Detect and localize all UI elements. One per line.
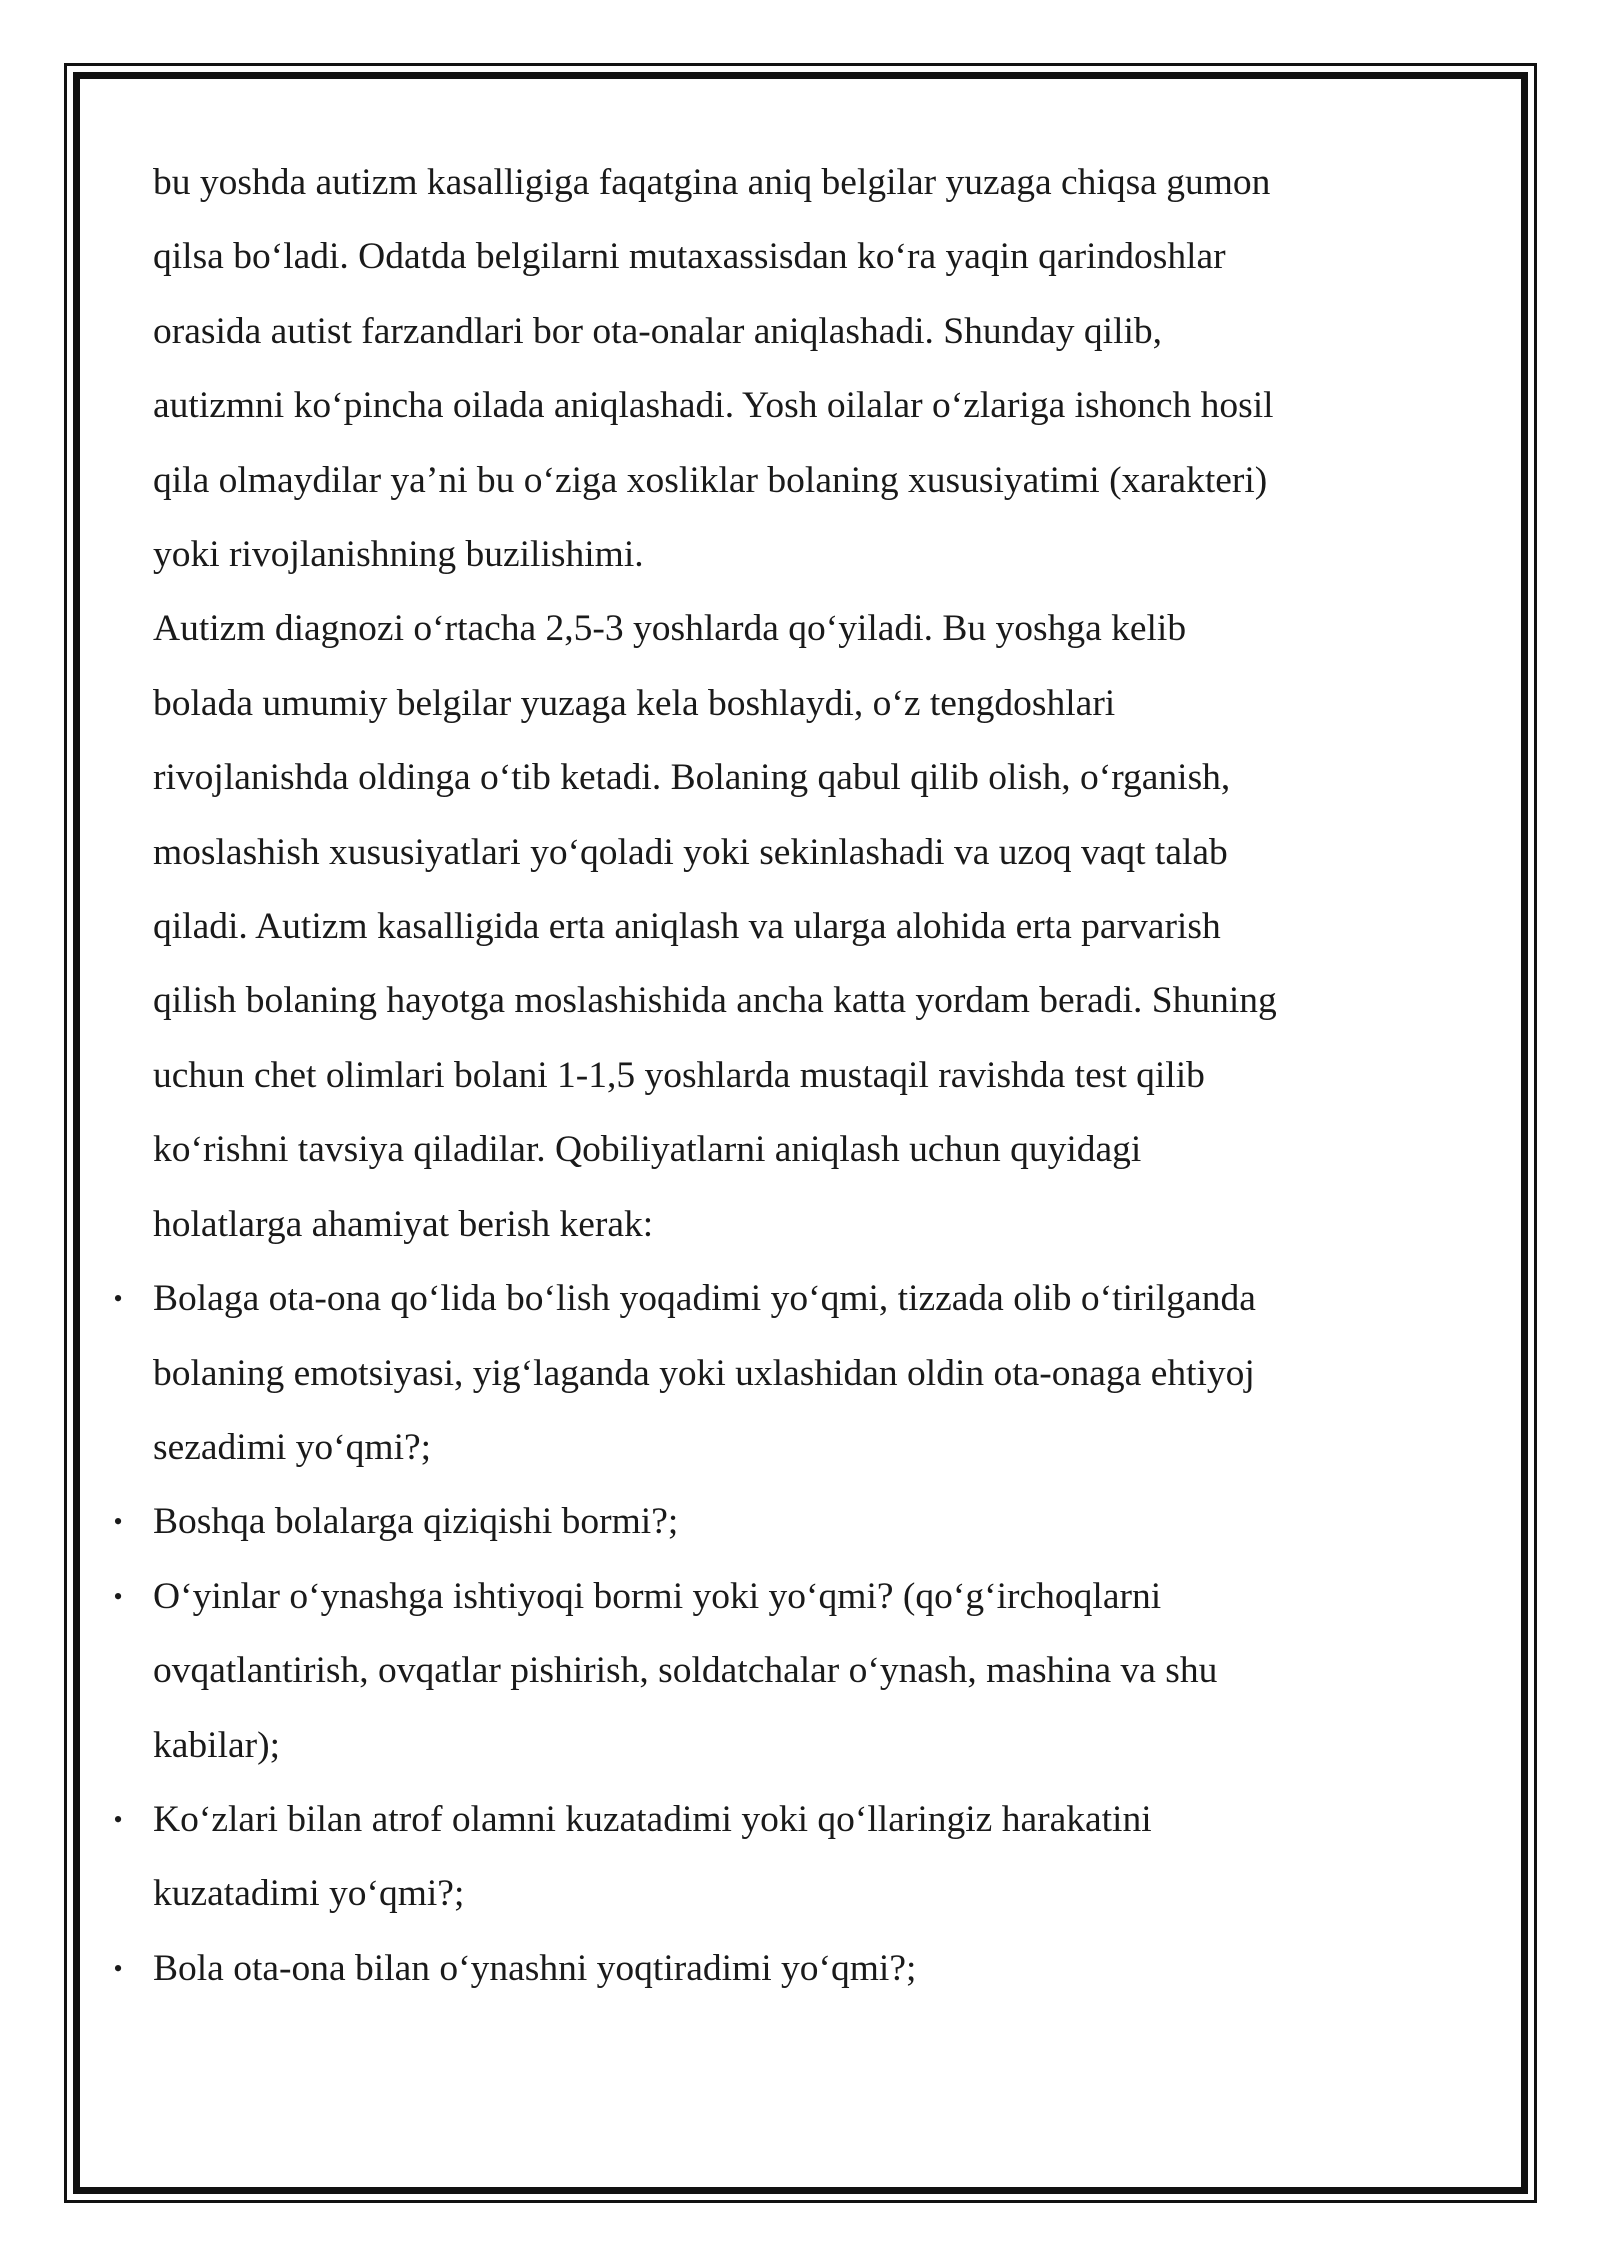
bullet-icon: • bbox=[113, 1507, 123, 1537]
text-line: Autizm diagnozi o‘rtacha 2,5-3 yoshlarda qo‘yiladi. Bu yoshga kelib bbox=[153, 608, 1187, 650]
list-item bbox=[113, 1485, 1473, 1559]
text-line: ovqatlantirish, ovqatlar pishirish, soldatchalar o‘ynash, mashina va shu bbox=[153, 1650, 1218, 1692]
text-line: rivojlanishda oldinga o‘tib ketadi. Bolaning qabul qilib olish, o‘rganish, bbox=[153, 757, 1231, 799]
text-line: Bola ota-ona bilan o‘ynashni yoqtiradimi yo‘qmi?; bbox=[153, 1947, 917, 1989]
bullet-icon: • bbox=[113, 1804, 123, 1834]
text-line: qila olmaydilar ya’ni bu o‘ziga xosliklar bolaning xususiyatimi (xarakteri) bbox=[153, 459, 1268, 501]
list-item bbox=[113, 1783, 1473, 1932]
text-line: bolaning emotsiyasi, yig‘laganda yoki uxlashidan oldin ota-onaga ehtiyoj bbox=[153, 1352, 1255, 1394]
text-line: qilish bolaning hayotga moslashishida ancha katta yordam beradi. Shuning bbox=[153, 980, 1277, 1022]
text-line: qilsa bo‘ladi. Odatda belgilarni mutaxassisdan ko‘ra yaqin qarindoshlar bbox=[153, 236, 1226, 278]
text-line: sezadimi yo‘qmi?; bbox=[153, 1426, 432, 1468]
text-line: bolada umumiy belgilar yuzaga kela boshlaydi, o‘z tengdoshlari bbox=[153, 682, 1116, 724]
text-line: Boshqa bolalarga qiziqishi bormi?; bbox=[153, 1501, 679, 1543]
text-line: autizmni ko‘pincha oilada aniqlashadi. Yosh oilalar o‘zlariga ishonch hosil bbox=[153, 385, 1274, 427]
text-line: Ko‘zlari bilan atrof olamni kuzatadimi yoki qo‘llaringiz harakatini bbox=[153, 1798, 1152, 1840]
bullet-icon: • bbox=[113, 1953, 123, 1983]
text-line: ko‘rishni tavsiya qiladilar. Qobiliyatlarni aniqlash uchun quyidagi bbox=[153, 1129, 1142, 1171]
bullet-icon: • bbox=[113, 1581, 123, 1611]
paragraph-1 bbox=[153, 146, 1473, 592]
list-item bbox=[113, 1262, 1473, 1485]
text-line: bu yoshda autizm kasalligiga faqatgina aniq belgilar yuzaga chiqsa gumon bbox=[153, 162, 1271, 203]
text-line: O‘yinlar o‘ynashga ishtiyoqi bormi yoki yo‘qmi? (qo‘g‘irchoqlarni bbox=[153, 1575, 1162, 1617]
text-line: orasida autist farzandlari bor ota-onalar aniqlashadi. Shunday qilib, bbox=[153, 310, 1163, 352]
text-line: uchun chet olimlari bolani 1-1,5 yoshlarda mustaqil ravishda test qilib bbox=[153, 1054, 1205, 1096]
text-line: qiladi. Autizm kasalligida erta aniqlash va ularga alohida erta parvarish bbox=[153, 906, 1221, 948]
document-body bbox=[113, 146, 1473, 2006]
text-line: kabilar); bbox=[153, 1724, 281, 1766]
text-line: yoki rivojlanishning buzilishimi. bbox=[153, 534, 644, 576]
text-line: holatlarga ahamiyat berish kerak: bbox=[153, 1203, 654, 1245]
bullet-list bbox=[113, 1262, 1473, 2006]
paragraph-2 bbox=[153, 592, 1473, 1262]
list-item bbox=[113, 1560, 1473, 1783]
text-line: moslashish xususiyatlari yo‘qoladi yoki sekinlashadi va uzoq vaqt talab bbox=[153, 831, 1228, 873]
bullet-icon: • bbox=[113, 1284, 123, 1314]
text-line: Bolaga ota-ona qo‘lida bo‘lish yoqadimi yo‘qmi, tizzada olib o‘tirilganda bbox=[153, 1278, 1256, 1320]
list-item bbox=[113, 1932, 1473, 2006]
text-line: kuzatadimi yo‘qmi?; bbox=[153, 1873, 465, 1915]
